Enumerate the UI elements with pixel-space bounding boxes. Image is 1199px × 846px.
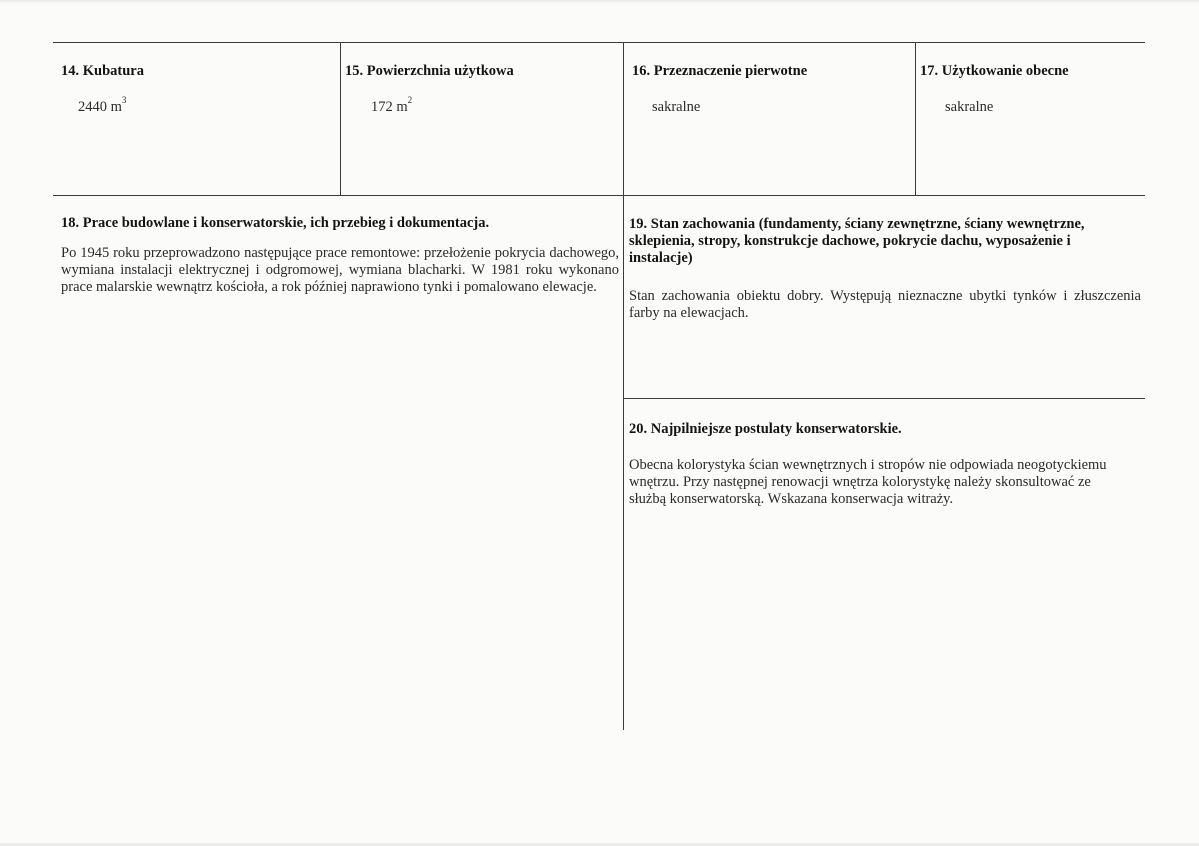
field-18-label: 18. Prace budowlane i konserwatorskie, ich przebieg i dokumentacja.	[61, 215, 490, 231]
field-15-value	[371, 95, 413, 116]
col-divider-18-19	[623, 195, 624, 730]
field-17-label: 17. Użytkowanie obecne	[920, 63, 1069, 79]
col-divider-16-17	[915, 42, 916, 195]
section-19-20-rule	[623, 398, 1145, 399]
field-18-text: Po 1945 roku przeprowadzono następujące prace remontowe: przełożenie pokrycia dachowego, wymiana instalacji elektrycznej i odgromowej, wymiana blacharki. W 1981 roku wykonano prace malarskie wewnątrz kościoła, a rok później naprawiono tynki i pomalowano elewacje.	[61, 245, 619, 295]
top-rule	[53, 42, 1145, 43]
field-20-label: 20. Najpilniejsze postulaty konserwatorskie.	[629, 421, 902, 437]
field-17-value: sakralne	[945, 99, 994, 115]
field-16-label: 16. Przeznaczenie pierwotne	[632, 63, 808, 79]
middle-rule	[53, 195, 1145, 196]
field-15-number: 172 m	[371, 99, 408, 115]
field-15-label: 15. Powierzchnia użytkowa	[345, 63, 514, 79]
col-divider-15-16	[623, 42, 624, 195]
field-14-value	[78, 95, 127, 116]
field-20-text: Obecna kolorystyka ścian wewnętrznych i stropów nie odpowiada neogotyckiemu wnętrzu. Przy następnej renowacji wnętrza kolorystykę należy skonsultować ze służbą konserwatorską. Wskazana konserwacja witraży.	[629, 457, 1107, 507]
scan-top-edge	[0, 0, 1199, 4]
field-16-value: sakralne	[652, 99, 701, 115]
field-14-unit-sup: 3	[121, 95, 127, 106]
field-19-label: 19. Stan zachowania (fundamenty, ściany zewnętrzne, ściany wewnętrzne, sklepienia, stropy, konstrukcje dachowe, pokrycie dachu, wyposażenie i instalacje)	[629, 216, 1085, 266]
col-divider-14-15	[340, 42, 341, 195]
field-14-number: 2440 m	[78, 99, 122, 115]
field-19-text: Stan zachowania obiektu dobry. Występują nieznaczne ubytki tynków i złuszczenia farby na elewacjach.	[629, 288, 1141, 321]
field-15-unit-sup: 2	[407, 95, 413, 106]
field-14-label: 14. Kubatura	[61, 63, 144, 79]
